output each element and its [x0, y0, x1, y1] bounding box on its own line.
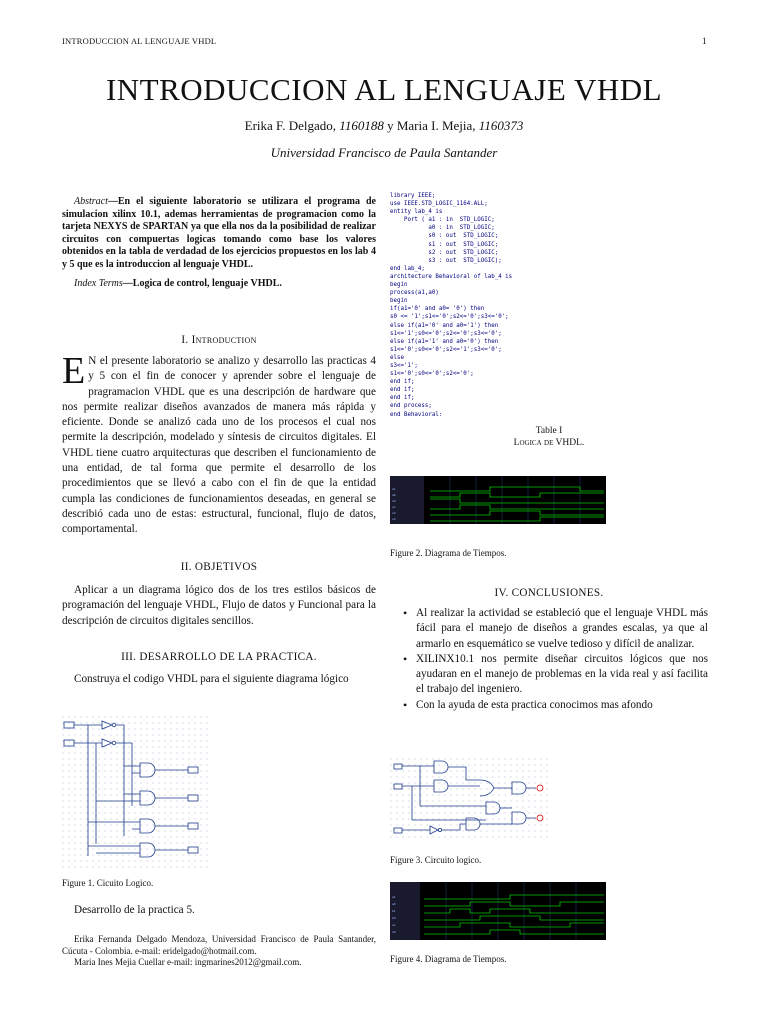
- code-line: s3<='1';: [390, 362, 418, 369]
- affiliation: Universidad Francisco de Paula Santander: [270, 145, 498, 160]
- code-line: end if;: [390, 387, 415, 394]
- index-terms-lead: Index Terms: [74, 277, 123, 289]
- grid-background: [390, 758, 552, 842]
- svg-text:s1: s1: [392, 505, 396, 509]
- running-header: INTRODUCCION AL LENGUAJE VHDL: [62, 36, 217, 46]
- conclusion-item-2: • XILINX10.1 nos permite diseñar circuitos lógicos que nos ayudaran en el manejo de problemas en la vida real y así facilita el trabajo del ingeniero.: [400, 652, 708, 698]
- page-number: 1: [702, 36, 707, 46]
- code-line: a0 : in STD_LOGIC;: [390, 225, 495, 232]
- code-line: end process;: [390, 403, 432, 410]
- vhdl-code-listing: [390, 192, 590, 416]
- svg-text:s0: s0: [392, 499, 396, 503]
- code-line: s1<='1';s0<='0';s2<='0';s3<='0';: [390, 330, 502, 337]
- section-2-body: [62, 583, 376, 629]
- svg-text:s3: s3: [392, 517, 396, 521]
- code-line: begin: [390, 298, 408, 305]
- code-line: Port ( a1 : in STD_LOGIC;: [390, 217, 495, 224]
- code-line: s3 : out STD_LOGIC);: [390, 257, 502, 264]
- figure-4-timing-diagram: [390, 882, 606, 940]
- abstract: [62, 196, 376, 290]
- code-line: s1<='0';s0<='0';s2<='0';: [390, 371, 474, 378]
- section-2-text: Aplicar a un diagrama lógico dos de los tres estilos básicos de programación del lenguaje VHDL, Flujo de datos y Funcional para la descripción de circuitos digitales sencillos.: [62, 584, 376, 627]
- footnote-2: Maria Ines Mejia Cuellar e-mail: ingmarines2012@gmail.com.: [74, 957, 302, 967]
- section-1-text: N el presente laboratorio se analizo y desarrollo las practicas 4 y 5 con el fin de conocer y aprender sobre el lenguaje de pragramacion VHDL que es una descripción de hardware que nos permite realizar diseños avanzados de manera más rápida y eficiente. Donde se analizó cada uno de los procesos el cual nos permite la descripción, modelado y síntesis de circuitos digitales. El VHDL tiene cuatro arquitecturas que describen el funcionamiento de una entidad, de tal forma que permite el desarrollo de los procedimientos que se llevó a cabo con el fin de que la entidad cumpla las condiciones de funcionamientos deseadas, en general se describió cada uno de estas: estructural, funcional, flujo de datos, comportamental.: [62, 355, 376, 536]
- svg-text:s0: s0: [392, 930, 396, 934]
- footnote-1: Erika Fernanda Delgado Mendoza, Universidad Francisco de Paula Santander, Cúcuta - Colombia. e-mail: eridelgado@hotmail.com.: [62, 934, 376, 956]
- code-line: else if(a1='0' and a0='1') then: [390, 322, 499, 329]
- svg-text:b0: b0: [392, 916, 396, 920]
- code-line: use IEEE.STD_LOGIC_1164.ALL;: [390, 201, 488, 208]
- paper-title: INTRODUCCION AL LENGUAJE VHDL: [105, 72, 663, 107]
- svg-text:a1: a1: [392, 487, 396, 491]
- section-3-body: [62, 672, 376, 687]
- section-1-body: [62, 350, 376, 538]
- code-line: library IEEE;: [390, 193, 436, 199]
- author-2-id: 1160373: [478, 118, 524, 133]
- code-line: architecture Behavioral of lab_4 is: [390, 273, 513, 280]
- code-line: entity lab_4 is: [390, 209, 443, 216]
- code-line: end Behavioral;: [390, 411, 443, 416]
- footnote: [62, 934, 376, 969]
- conclusions-list: [400, 606, 708, 713]
- code-line: s0 <= '1';s1<='0';s2<='0';s3<='0';: [390, 314, 509, 321]
- code-line: else if(a1='1' and a0='0') then: [390, 338, 499, 345]
- svg-text:a0: a0: [392, 902, 396, 906]
- author-1-name: Erika F. Delgado,: [244, 118, 340, 133]
- code-line: else: [390, 354, 404, 361]
- abstract-text: —En el siguiente laboratorio se utilizara el programa de simulacion xilinx 10.1, ademas herramientas de programacion como la tarjeta NEXYS de SPARTAN ya que ella nos da la posibilidad de realizar circuitos con compuertas logicas tomando como base los valores obtenidos en la tabla de verdadad de los ejercicios propuestos en los lab 4 y 5 que es la introduccion al lenguaje VHDL.: [62, 196, 376, 270]
- svg-text:s2: s2: [392, 511, 396, 515]
- code-line: s1 : out STD_LOGIC;: [390, 241, 499, 248]
- svg-text:a1: a1: [392, 895, 396, 899]
- authors: [0, 118, 768, 134]
- section-4-heading: IV. CONCLUSIONES.: [494, 587, 604, 599]
- svg-text:s1: s1: [392, 923, 396, 927]
- author-separator: y Maria I. Mejia,: [383, 118, 479, 133]
- table-1-caption: [390, 425, 708, 449]
- section-3-heading: III. DESARROLLO DE LA PRACTICA.: [121, 651, 317, 663]
- table-1-label: Table I: [535, 426, 563, 436]
- conclusion-item-3: • Con la ayuda de esta practica conocimos mas afondo: [400, 698, 708, 713]
- section-2-heading: II. OBJETIVOS: [180, 561, 258, 573]
- section-3-text: Construya el codigo VHDL para el siguiente diagrama lógico: [74, 673, 349, 685]
- code-line: end if;: [390, 395, 415, 402]
- svg-text:a0: a0: [392, 493, 396, 497]
- conclusion-item-1: • Al realizar la actividad se estableció que el lenguaje VHDL más fácil para el manejo de diseños a grandes escalas, ya que al armarlo en esquemático se vuelve tedioso y difícil de analizar.: [400, 606, 708, 652]
- figure-2-timing-diagram: [390, 476, 606, 524]
- code-line: begin: [390, 282, 408, 289]
- code-line: s1<='0';s0<='0';s2<='1';s3<='0';: [390, 346, 502, 353]
- code-line: process(a1,a0): [390, 290, 439, 297]
- section-1-number: I.: [181, 334, 192, 346]
- code-line: s0 : out STD_LOGIC;: [390, 233, 499, 240]
- practice-5-heading: Desarrollo de la practica 5.: [74, 904, 195, 916]
- section-1-heading: [62, 334, 376, 346]
- figure-1-caption: Figure 1. Cicuito Logico.: [62, 878, 154, 888]
- figure-3-circuit: [390, 758, 552, 842]
- abstract-lead: Abstract: [74, 196, 108, 207]
- figure-2-caption: Figure 2. Diagrama de Tiempos.: [390, 548, 507, 558]
- code-line: end if;: [390, 379, 415, 386]
- code-line: if(a1='0' and a0= '0') then: [390, 306, 485, 313]
- code-line: s2 : out STD_LOGIC;: [390, 249, 499, 256]
- index-terms-text: —Logica de control, lenguaje VHDL.: [122, 277, 282, 289]
- figure-3-caption: Figure 3. Circuito logico.: [390, 855, 482, 865]
- table-1-title: Logica de VHDL.: [513, 438, 585, 448]
- svg-text:b1: b1: [392, 909, 396, 913]
- author-1-id: 1160188: [339, 118, 384, 133]
- code-line: end lab_4;: [390, 265, 425, 272]
- section-1-title: Introduction: [191, 334, 257, 346]
- drop-cap: E: [62, 350, 86, 392]
- figure-4-caption: Figure 4. Diagrama de Tiempos.: [390, 954, 507, 964]
- figure-1-circuit: [62, 716, 210, 872]
